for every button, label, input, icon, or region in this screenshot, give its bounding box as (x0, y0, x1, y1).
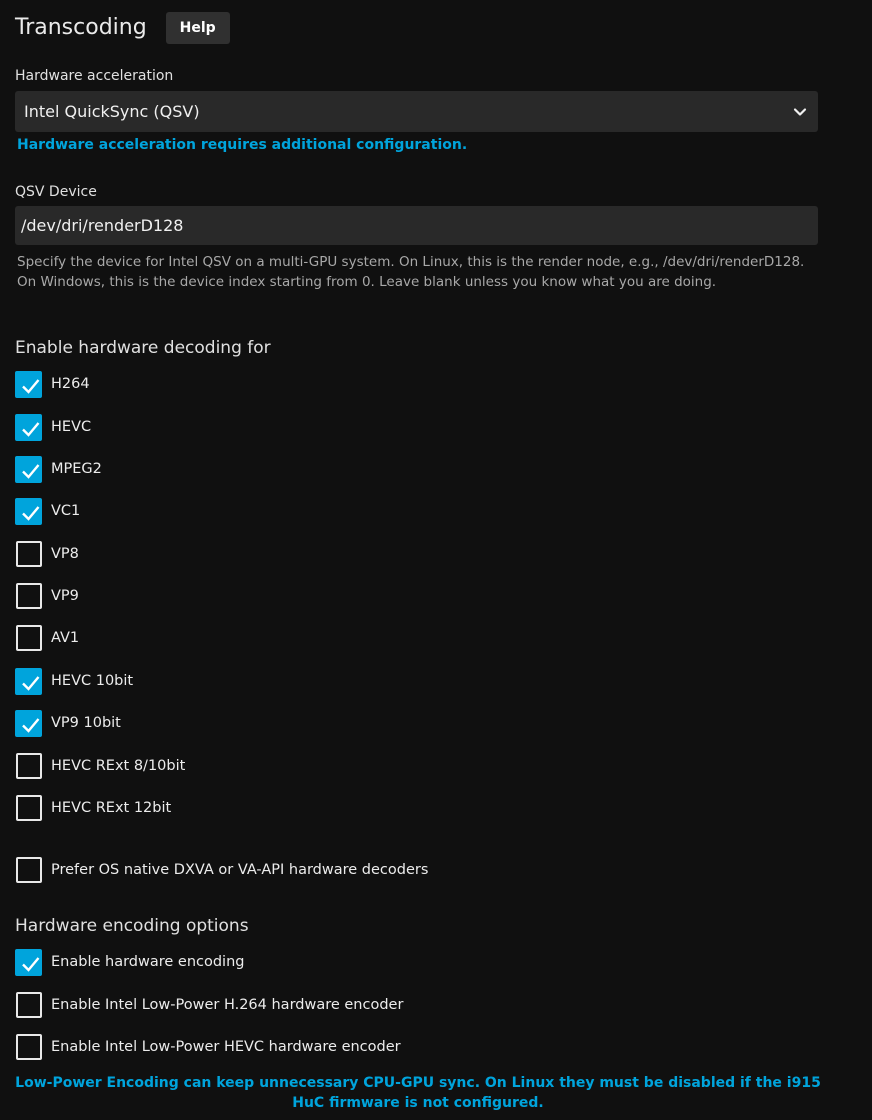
low-power-encoding-note: Low-Power Encoding can keep unnecessary CPU-GPU sync. On Linux they must be disabled if the i915 HuC firmware is not configured. (15, 1075, 821, 1111)
qsv-device-value: /dev/dri/renderD128 (21, 216, 184, 235)
checkbox-row-vp9[interactable] (15, 582, 79, 610)
checkbox-vc1[interactable] (15, 498, 42, 525)
check-icon (20, 673, 41, 694)
checkbox-row-prefer-native-decoders[interactable] (15, 856, 428, 884)
checkbox-row-hevc-rext-12bit[interactable] (15, 794, 171, 822)
checkbox-label: AV1 (51, 630, 80, 646)
check-icon (20, 503, 41, 524)
qsv-device-help: Specify the device for Intel QSV on a multi-GPU system. On Linux, this is the render node, e.g., /dev/dri/renderD128. On Windows, this is the device index starting from 0. Leave blank unless you know what you are doing. (17, 254, 805, 290)
checkbox-label: HEVC (51, 419, 92, 435)
checkbox-label: VC1 (51, 503, 81, 519)
checkbox-label: Enable hardware encoding (51, 954, 245, 970)
checkbox-label: Enable Intel Low-Power HEVC hardware encoder (51, 1039, 401, 1055)
checkbox-row-vp8[interactable] (15, 540, 79, 568)
checkbox-row-av1[interactable] (15, 624, 79, 652)
qsv-device-label: QSV Device (15, 184, 97, 200)
checkbox-hevc-rext-12bit[interactable] (16, 795, 42, 821)
check-icon (20, 715, 41, 736)
checkbox-av1[interactable] (16, 625, 42, 651)
decoding-section-title: Enable hardware decoding for (15, 338, 271, 358)
checkbox-enable-hw-encoding[interactable] (15, 949, 42, 976)
checkbox-label: MPEG2 (51, 461, 102, 477)
check-icon (20, 461, 41, 482)
checkbox-label: HEVC 10bit (51, 673, 134, 689)
chevron-down-icon (792, 104, 808, 120)
page-header (15, 12, 230, 44)
checkbox-row-hevc-10bit[interactable] (15, 667, 133, 695)
hw-accel-label: Hardware acceleration (15, 68, 174, 84)
checkbox-row-enable-hw-encoding[interactable] (15, 948, 244, 976)
checkbox-label: VP9 (51, 588, 79, 604)
help-button[interactable]: Help (166, 12, 230, 44)
check-icon (20, 954, 41, 975)
checkbox-label: HEVC RExt 8/10bit (51, 758, 186, 774)
checkbox-label: HEVC RExt 12bit (51, 800, 172, 816)
checkbox-row-hevc-rext-8-10bit[interactable] (15, 752, 185, 780)
checkbox-label: Enable Intel Low-Power H.264 hardware encoder (51, 997, 404, 1013)
checkbox-hevc-rext-8-10bit[interactable] (16, 753, 42, 779)
checkbox-row-h264[interactable] (15, 370, 90, 398)
checkbox-label: Prefer OS native DXVA or VA-API hardware decoders (51, 862, 429, 878)
checkbox-label: H264 (51, 376, 90, 392)
checkbox-hevc-10bit[interactable] (15, 668, 42, 695)
checkbox-mpeg2[interactable] (15, 456, 42, 483)
checkbox-hevc[interactable] (15, 414, 42, 441)
checkbox-vp9[interactable] (16, 583, 42, 609)
encoding-section-title: Hardware encoding options (15, 916, 249, 936)
checkbox-vp9-10bit[interactable] (15, 710, 42, 737)
checkbox-row-lp-hevc-encoder[interactable] (15, 1033, 401, 1061)
hw-accel-config-note: Hardware acceleration requires additional configuration. (17, 137, 468, 153)
checkbox-label: VP8 (51, 546, 79, 562)
checkbox-vp8[interactable] (16, 541, 42, 567)
hw-accel-select[interactable] (15, 91, 818, 132)
qsv-device-input[interactable] (15, 206, 818, 245)
hw-accel-selected-value: Intel QuickSync (QSV) (24, 102, 200, 121)
checkbox-h264[interactable] (15, 371, 42, 398)
checkbox-row-vc1[interactable] (15, 497, 80, 525)
check-icon (20, 419, 41, 440)
checkbox-row-hevc[interactable] (15, 413, 91, 441)
checkbox-row-lp-h264-encoder[interactable] (15, 991, 403, 1019)
checkbox-lp-hevc-encoder[interactable] (16, 1034, 42, 1060)
checkbox-row-mpeg2[interactable] (15, 455, 102, 483)
checkbox-prefer-native-decoders[interactable] (16, 857, 42, 883)
checkbox-label: VP9 10bit (51, 715, 121, 731)
checkbox-lp-h264-encoder[interactable] (16, 992, 42, 1018)
checkbox-row-vp9-10bit[interactable] (15, 709, 121, 737)
check-icon (20, 376, 41, 397)
page-title: Transcoding (15, 15, 147, 40)
